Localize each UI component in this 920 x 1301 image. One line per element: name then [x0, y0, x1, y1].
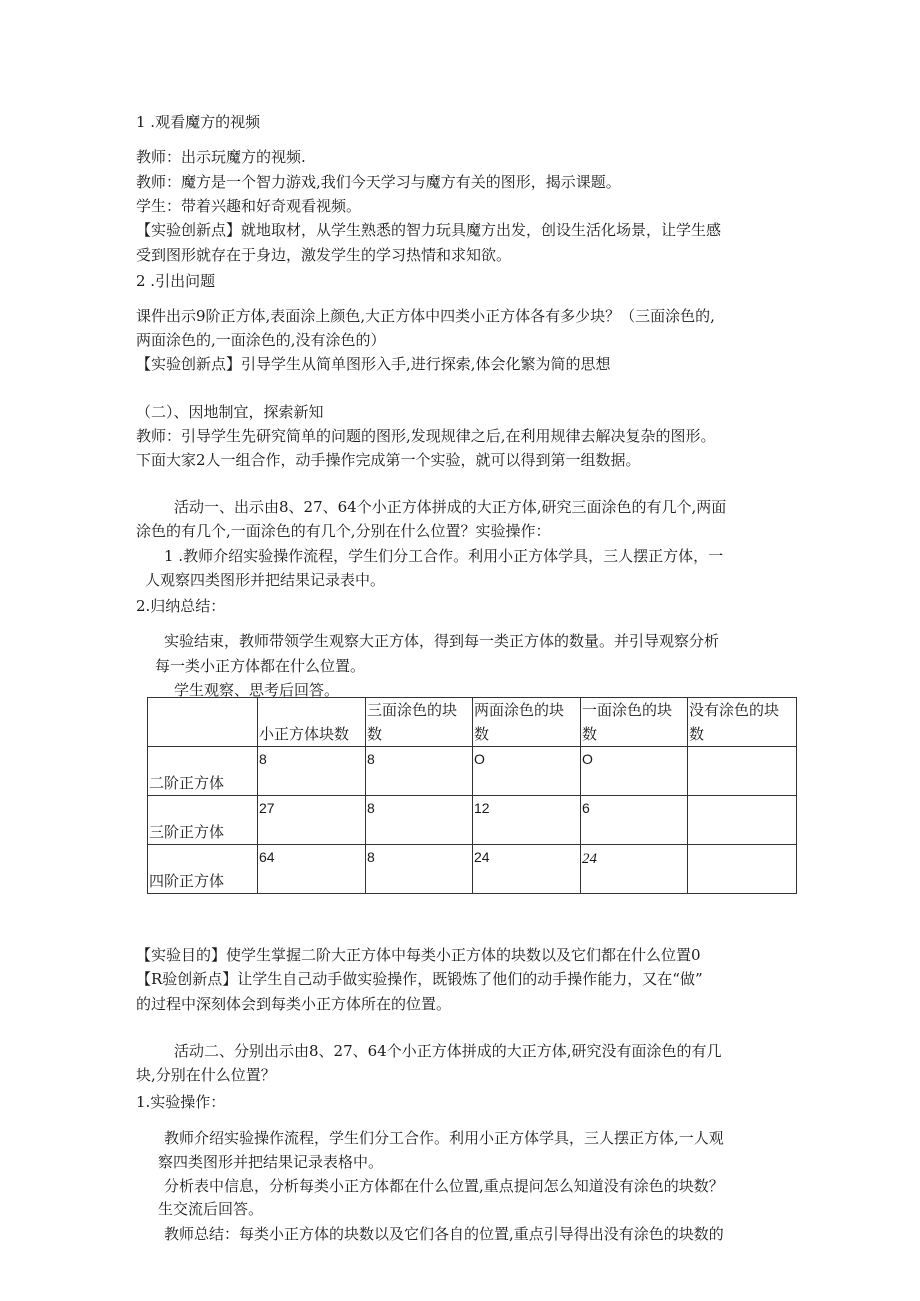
table-cell [688, 845, 797, 894]
paragraph-line: 教师总结：每类小正方体的块数以及它们各自的位置,重点引导得出没有涂色的块数的 [164, 1225, 724, 1243]
paragraph-line: 分析表中信息，分析每类小正方体都在什么位置,重点提问怎么知道没有涂色的块数？ [164, 1177, 724, 1195]
table-cell: 8 [366, 796, 473, 845]
subsection-heading: 1.实验操作： [136, 1093, 226, 1111]
paragraph-line: 人观察四类图形并把结果记录表中。 [145, 571, 386, 589]
table-cell [688, 747, 797, 796]
paragraph-line: 块,分别在什么位置？ [136, 1066, 276, 1084]
paragraph-line: 活动二、分别出示由8、27、64个小正方体拼成的大正方体,研究没有面涂色的有几 [174, 1042, 722, 1060]
paragraph-line: 【R验创新点】让学生自己动手做实验操作，既锻炼了他们的动手操作能力，又在“做” [136, 970, 703, 988]
table-cell: 12 [473, 796, 581, 845]
paragraph-line: 1 .教师介绍实验操作流程，学生们分工合作。利用小正方体学具，三人摆正方体，一 [164, 547, 724, 565]
table-header-cell [148, 698, 258, 747]
paragraph-line: 学生：带着兴趣和好奇观看视频。 [136, 197, 362, 215]
table-cell: 6 [581, 796, 688, 845]
paragraph-line: 受到图形就存在于身边，激发学生的学习热情和求知欲。 [136, 246, 512, 264]
results-table [147, 697, 797, 894]
table-cell: 8 [366, 845, 473, 894]
table-header-cell: 一面涂色的块 数 [581, 698, 688, 747]
paragraph-line: 教师：引导学生先研究简单的问题的图形,发现规律之后,在利用规律去解决复杂的图形。 [136, 427, 716, 445]
paragraph-line: 教师：出示玩魔方的视频. [136, 148, 306, 166]
table-row [148, 845, 797, 894]
paragraph-line: 教师介绍实验操作流程，学生们分工合作。利用小正方体学具，三人摆正方体,一人观 [164, 1129, 724, 1147]
table-cell [688, 796, 797, 845]
table-cell: O [581, 747, 688, 796]
section-heading: 2 .引出问题 [136, 272, 216, 290]
paragraph-line: 的过程中深刻体会到每类小正方体所在的位置。 [136, 995, 452, 1013]
paragraph-line: 两面涂色的,一面涂色的,没有涂色的） [136, 331, 386, 349]
paragraph-line: 【实验创新点】就地取材，从学生熟悉的智力玩具魔方出发，创设生活化场景，让学生感 [136, 221, 722, 239]
paragraph-line: 教师：魔方是一个智力游戏,我们今天学习与魔方有关的图形，揭示课题。 [136, 173, 621, 191]
table-cell: 8 [366, 747, 473, 796]
table-header-cell: 小正方体块数 [258, 698, 366, 747]
table-cell: 24 [581, 845, 688, 894]
row-label-cell: 二阶正方体 [148, 747, 258, 796]
table-row [148, 747, 797, 796]
paragraph-line: 活动一、出示由8、27、64个小正方体拼成的大正方体,研究三面涂色的有几个,两面 [174, 498, 727, 516]
paragraph-line: 【实验创新点】引导学生从简单图形入手,进行探索,体会化繁为简的思想 [136, 355, 611, 373]
section-heading: 1 .观看魔方的视频 [136, 113, 261, 131]
paragraph-line: 课件出示9阶正方体,表面涂上颜色,大正方体中四类小正方体各有多少块？（三面涂色的, [136, 307, 715, 325]
row-label-cell: 三阶正方体 [148, 796, 258, 845]
section-heading: （二）、因地制宜，探索新知 [136, 403, 324, 421]
paragraph-line: 学生观察、思考后回答。 [174, 681, 340, 699]
paragraph-line: 实验结束，教师带领学生观察大正方体，得到每一类正方体的数量。并引导观察分析 [164, 632, 720, 650]
table-cell: 8 [258, 747, 366, 796]
table-header-cell: 两面涂色的块 数 [473, 698, 581, 747]
paragraph-line: 【实验目的】使学生掌握二阶大正方体中每类小正方体的块数以及它们都在什么位置0 [136, 946, 701, 964]
paragraph-line: 生交流后回答。 [158, 1200, 264, 1218]
subsection-heading: 2.归纳总结： [136, 597, 226, 615]
paragraph-line: 涂色的有几个,一面涂色的有几个,分别在什么位置？实验操作： [136, 522, 551, 540]
table-row [148, 796, 797, 845]
table-cell: 24 [473, 845, 581, 894]
table-cell: 27 [258, 796, 366, 845]
paragraph-line: 察四类图形并把结果记录表格中。 [158, 1153, 384, 1171]
table-header-row [148, 698, 797, 747]
paragraph-line: 下面大家2人一组合作，动手操作完成第一个实验，就可以得到第一组数据。 [136, 451, 641, 469]
table-cell: O [473, 747, 581, 796]
table-header-cell: 没有涂色的块 数 [688, 698, 797, 747]
paragraph-line: 每一类小正方体都在什么位置。 [155, 657, 366, 675]
table-cell: 64 [258, 845, 366, 894]
row-label-cell: 四阶正方体 [148, 845, 258, 894]
table-header-cell: 三面涂色的块 数 [366, 698, 473, 747]
